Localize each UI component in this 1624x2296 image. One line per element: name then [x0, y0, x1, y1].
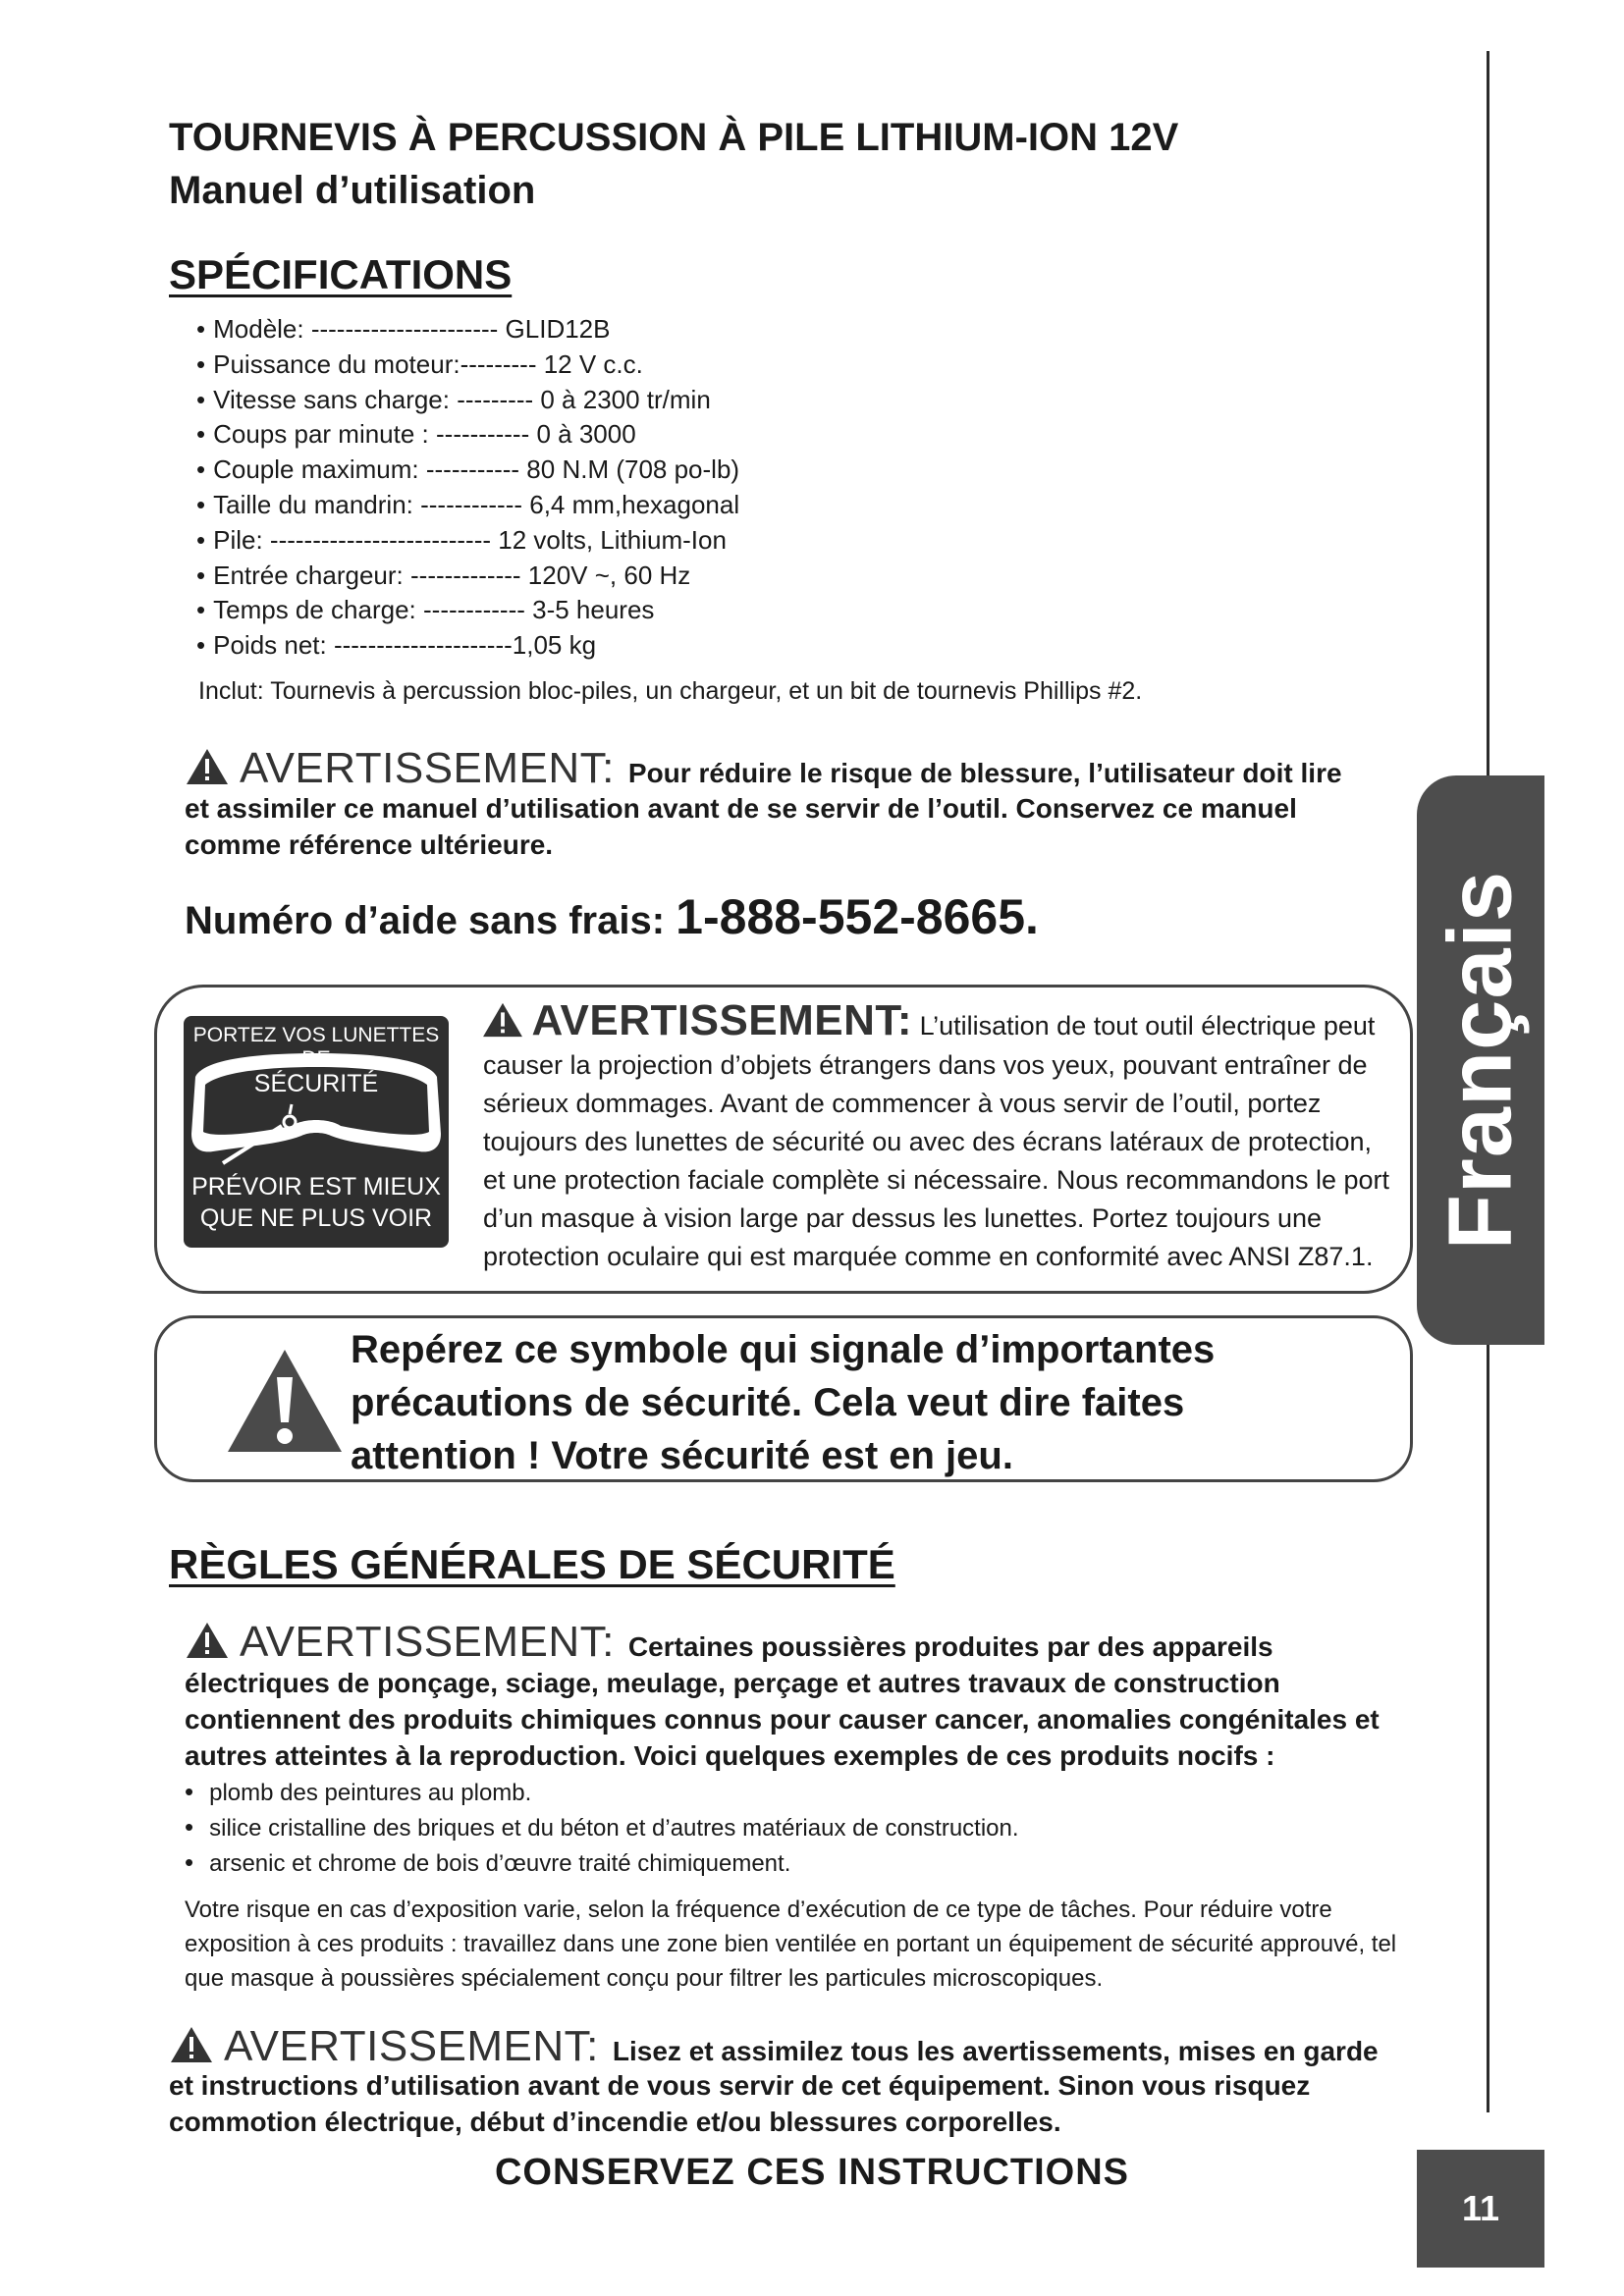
spec-item: • Temps de charge: ------------ 3-5 heures — [196, 593, 739, 628]
hazard-list — [185, 1775, 1019, 1881]
helpline — [185, 888, 1039, 945]
specs-heading: SPÉCIFICATIONS — [169, 251, 513, 297]
warning-triangle-icon — [169, 2025, 214, 2064]
warning-triangle-icon — [481, 1001, 524, 1039]
warning-lead: L’utilisation de tout outil électrique peut — [919, 1011, 1376, 1041]
included-items: Inclut: Tournevis à percussion bloc-piles, un chargeur, et un bit de tournevis Phillips #2. — [198, 677, 1143, 705]
helpline-label: Numéro d’aide sans frais: — [185, 899, 666, 942]
warning-label: AVERTISSEMENT: — [240, 744, 615, 792]
warning-triangle-icon — [185, 747, 230, 786]
helpline-number: 1-888-552-8665. — [676, 889, 1039, 944]
warning-label: AVERTISSEMENT: — [224, 2022, 599, 2070]
warning-2-line — [185, 1618, 1273, 1667]
rules-heading: RÈGLES GÉNÉRALES DE SÉCURITÉ — [169, 1541, 895, 1587]
document-subtitle: Manuel d’utilisation — [169, 169, 536, 212]
spec-item: • Poids net: ---------------------1,05 kg — [196, 628, 739, 664]
document-title: TOURNEVIS À PERCUSSION À PILE LITHIUM-ION 12V — [169, 116, 1179, 159]
badge-bottom-text: PRÉVOIR EST MIEUX QUE NE PLUS VOIR — [191, 1173, 441, 1232]
spec-item: • Couple maximum: ----------- 80 N.M (708 po-lb) — [196, 453, 739, 488]
exposure-text: Votre risque en cas d’exposition varie, selon la fréquence d’exécution de ce type de tâches. Pour réduire votre exposition à ces produits : travaillez dans une zone bien ventilée en portant un équipement de sécurité approuvé, tel que masque à poussières spécialement conçu pour filtrer les particules microscopiques. — [185, 1896, 1397, 1992]
warning-lead: Lisez et assimilez tous les avertissements, mises en garde — [612, 2036, 1379, 2066]
warning-3-line — [169, 2022, 1379, 2071]
warning-triangle-icon — [226, 1348, 344, 1454]
warning-3-text: et instructions d’utilisation avant de vous servir de cet équipement. Sinon vous risquez commotion électrique, début d’incendie et/ou blessures corporelles. — [169, 2070, 1311, 2137]
goggles-warning-text: causer la projection d’objets étrangers dans vos yeux, pouvant entraîner de sérieux dommages. Avant de commencer à vous servir de l’outil, portez toujours des lunettes de sécurité ou avec des écrans latéraux de protection, et une protection faciale complète si nécessaire. Nous recommandons le port d’un masque à vision large par dessus les lunettes. Portez toujours une protection oculaire qui est marquée comme en conformité avec ANSI Z87.1. — [483, 1050, 1389, 1271]
language-tab — [1417, 775, 1544, 1345]
page-number: 11 — [1417, 2150, 1544, 2268]
specs-list — [196, 312, 739, 664]
safety-goggles-badge — [184, 1016, 449, 1248]
spec-item: • Entrée chargeur: ------------- 120V ~, 60 Hz — [196, 559, 739, 594]
spec-item: • Pile: -------------------------- 12 volts, Lithium-Ion — [196, 523, 739, 559]
warning-2-text: électriques de ponçage, sciage, meulage, perçage et autres travaux de construction contiennent des produits chimiques connus pour causer cancer, anomalies congénitales et autres atteintes à la reproduction. Voici quelques exemples de ces produits nocifs : — [185, 1668, 1380, 1771]
badge-mid-text: SÉCURITÉ — [253, 1070, 379, 1097]
warning-1-line — [185, 744, 1342, 793]
hazard-item: • plomb des peintures au plomb. — [185, 1775, 1019, 1810]
spec-item: • Vitesse sans charge: --------- 0 à 2300 tr/min — [196, 383, 739, 418]
goggles-warning-head — [481, 996, 1375, 1045]
warning-1-text: et assimiler ce manuel d’utilisation avant de se servir de l’outil. Conservez ce manuel comme référence ultérieure. — [185, 793, 1297, 860]
badge-top-text: PORTEZ VOS LUNETTES DE — [192, 1024, 440, 1070]
language-label: Français — [1430, 870, 1531, 1251]
warning-lead: Certaines poussières produites par des appareils — [627, 1631, 1273, 1662]
spec-item: • Coups par minute : ----------- 0 à 3000 — [196, 417, 739, 453]
warning-label: AVERTISSEMENT: — [240, 1618, 615, 1666]
hazard-item: • silice cristalline des briques et du béton et d’autres matériaux de construction. — [185, 1810, 1019, 1845]
spec-item: • Taille du mandrin: ------------ 6,4 mm,hexagonal — [196, 488, 739, 523]
spec-item: • Modèle: ---------------------- GLID12B — [196, 312, 739, 347]
warning-triangle-icon — [185, 1621, 230, 1660]
spec-item: • Puissance du moteur:--------- 12 V c.c. — [196, 347, 739, 383]
warning-label: AVERTISSEMENT: — [531, 996, 913, 1044]
symbol-notice-text: Repérez ce symbole qui signale d’importantes précautions de sécurité. Cela veut dire faites attention ! Votre sécurité est en jeu. — [351, 1328, 1216, 1477]
save-instructions-footer: CONSERVEZ CES INSTRUCTIONS — [494, 2152, 1130, 2193]
hazard-item: • arsenic et chrome de bois d’œuvre traité chimiquement. — [185, 1845, 1019, 1881]
warning-lead: Pour réduire le risque de blessure, l’utilisateur doit lire — [627, 758, 1342, 788]
